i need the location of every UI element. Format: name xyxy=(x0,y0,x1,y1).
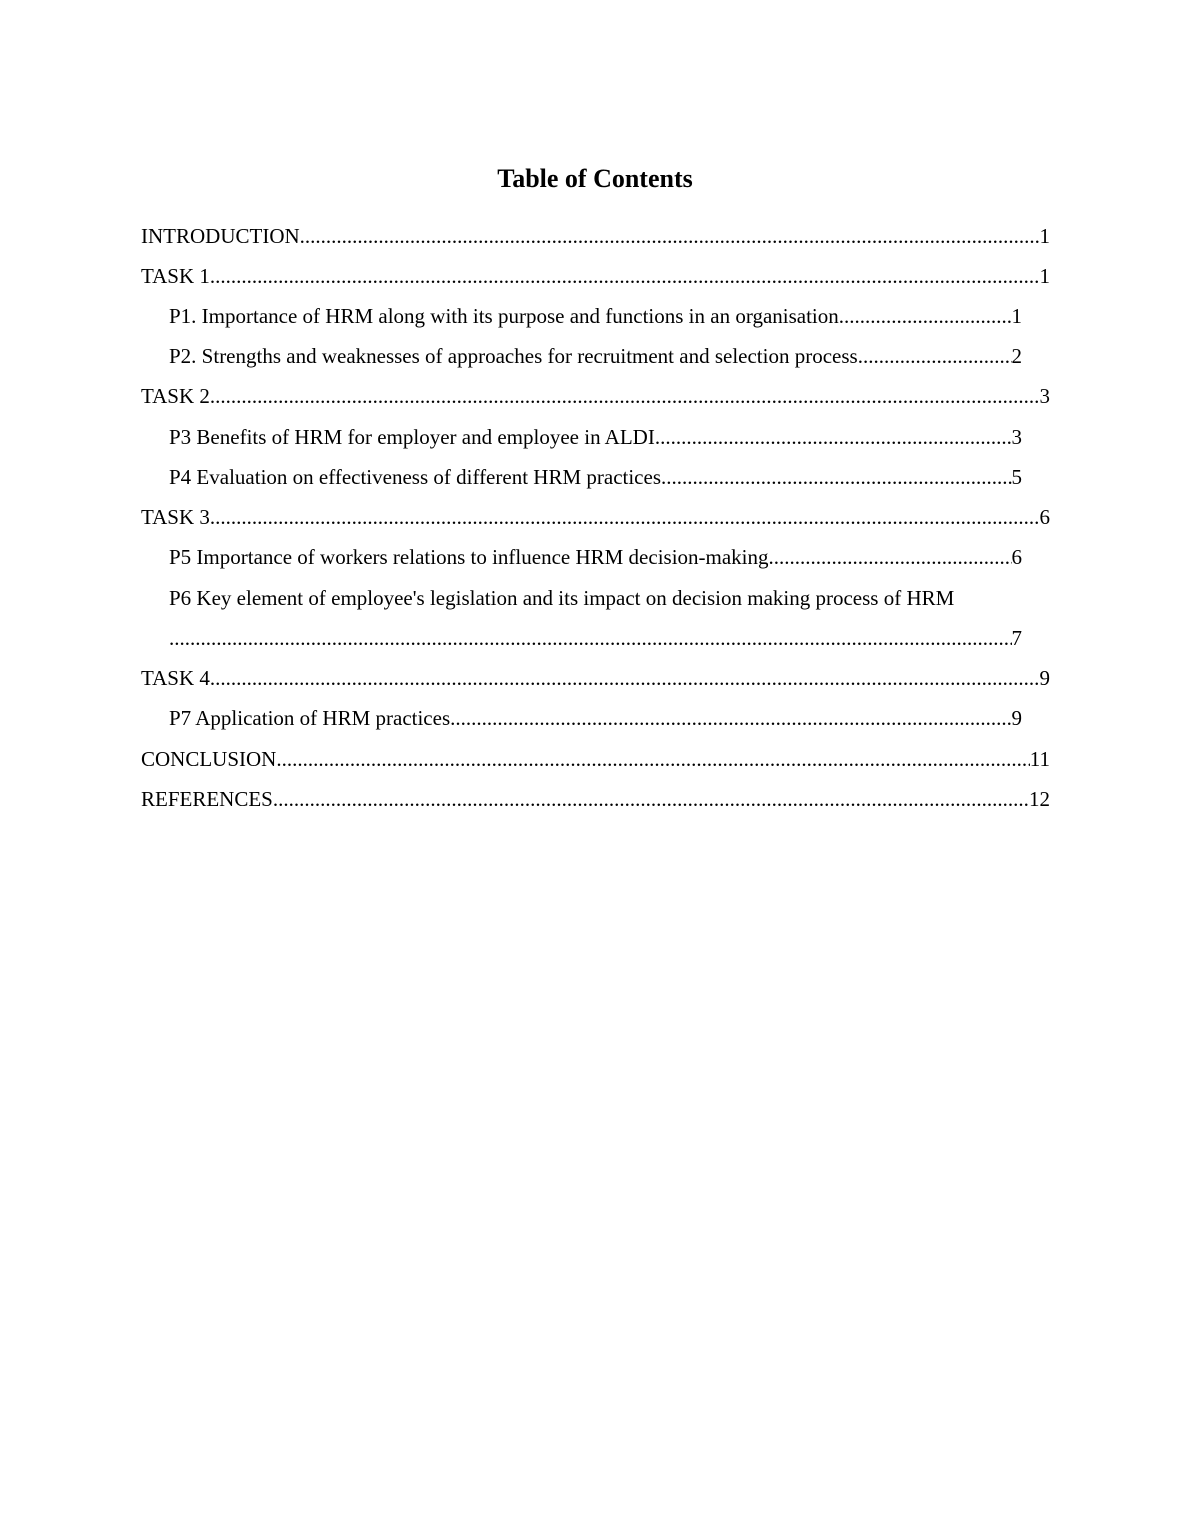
toc-entry-label: TASK 2 xyxy=(141,384,210,408)
toc-entry-conclusion[interactable] xyxy=(141,745,1050,773)
toc-entry-label: TASK 4 xyxy=(141,666,210,690)
toc-entry-page: 6 xyxy=(1039,505,1050,529)
toc-entry-label: INTRODUCTION xyxy=(141,224,300,248)
toc-entry-page: 6 xyxy=(1011,545,1022,569)
toc-entry-p6[interactable] xyxy=(169,584,1050,612)
dot-leader xyxy=(300,222,1040,250)
toc-entry-page: 5 xyxy=(1011,465,1022,489)
toc-entry-p1[interactable] xyxy=(169,302,1022,330)
toc-entry-label: P4 Evaluation on effectiveness of different HRM practices xyxy=(169,465,661,489)
toc-entry-label: P5 Importance of workers relations to influence HRM decision-making xyxy=(169,545,769,569)
toc-entry-page: 3 xyxy=(1011,425,1022,449)
dot-leader xyxy=(450,704,1011,732)
toc-entry-page: 9 xyxy=(1011,706,1022,730)
toc-entry-label: P1. Importance of HRM along with its purpose and functions in an organisation xyxy=(169,304,839,328)
toc-entry-label: REFERENCES xyxy=(141,787,273,811)
dot-leader xyxy=(210,503,1040,531)
toc-entry-label: TASK 3 xyxy=(141,505,210,529)
dot-leader xyxy=(210,382,1040,410)
dot-leader xyxy=(210,664,1040,692)
toc-entry-page: 12 xyxy=(1029,787,1050,811)
dot-leader xyxy=(655,423,1012,451)
dot-leader xyxy=(769,543,1012,571)
dot-leader xyxy=(169,624,1012,652)
toc-entry-label: P2. Strengths and weaknesses of approaches for recruitment and selection process xyxy=(169,344,858,368)
toc-entry-label: TASK 1 xyxy=(141,264,210,288)
toc-entry-p5[interactable] xyxy=(169,543,1022,571)
toc-entry-p7[interactable] xyxy=(169,704,1022,732)
dot-leader xyxy=(661,463,1012,491)
toc-entry-page: 3 xyxy=(1039,384,1050,408)
toc-entry-p4[interactable] xyxy=(169,463,1022,491)
dot-leader xyxy=(210,262,1040,290)
toc-entry-task-1[interactable] xyxy=(141,262,1050,290)
toc-entry-page: 1 xyxy=(1039,264,1050,288)
toc-entry-label: P3 Benefits of HRM for employer and employee in ALDI xyxy=(169,425,655,449)
toc-entry-page: 7 xyxy=(1011,626,1022,650)
toc-entry-introduction[interactable] xyxy=(141,222,1050,250)
toc-entry-task-4[interactable] xyxy=(141,664,1050,692)
toc-entry-task-2[interactable] xyxy=(141,382,1050,410)
toc-entry-p2[interactable] xyxy=(169,342,1022,370)
toc-entry-label: P7 Application of HRM practices xyxy=(169,706,451,730)
dot-leader xyxy=(273,785,1029,813)
toc-entry-label: P6 Key element of employee's legislation and its impact on decision making process of HRM xyxy=(169,586,955,610)
dot-leader xyxy=(858,342,1012,370)
toc-entry-p6-leader[interactable] xyxy=(169,624,1022,652)
page-title: Table of Contents xyxy=(497,164,693,193)
dot-leader xyxy=(276,745,1029,773)
toc-entry-page: 9 xyxy=(1039,666,1050,690)
toc-entry-task-3[interactable] xyxy=(141,503,1050,531)
dot-leader xyxy=(839,302,1012,330)
toc-entry-page: 1 xyxy=(1039,224,1050,248)
toc-entry-label: CONCLUSION xyxy=(141,747,277,771)
toc-entry-p3[interactable] xyxy=(169,423,1022,451)
toc-entry-page: 11 xyxy=(1029,747,1050,771)
toc-entry-page: 1 xyxy=(1011,304,1022,328)
toc-entry-references[interactable] xyxy=(141,785,1050,813)
toc-entry-page: 2 xyxy=(1011,344,1022,368)
